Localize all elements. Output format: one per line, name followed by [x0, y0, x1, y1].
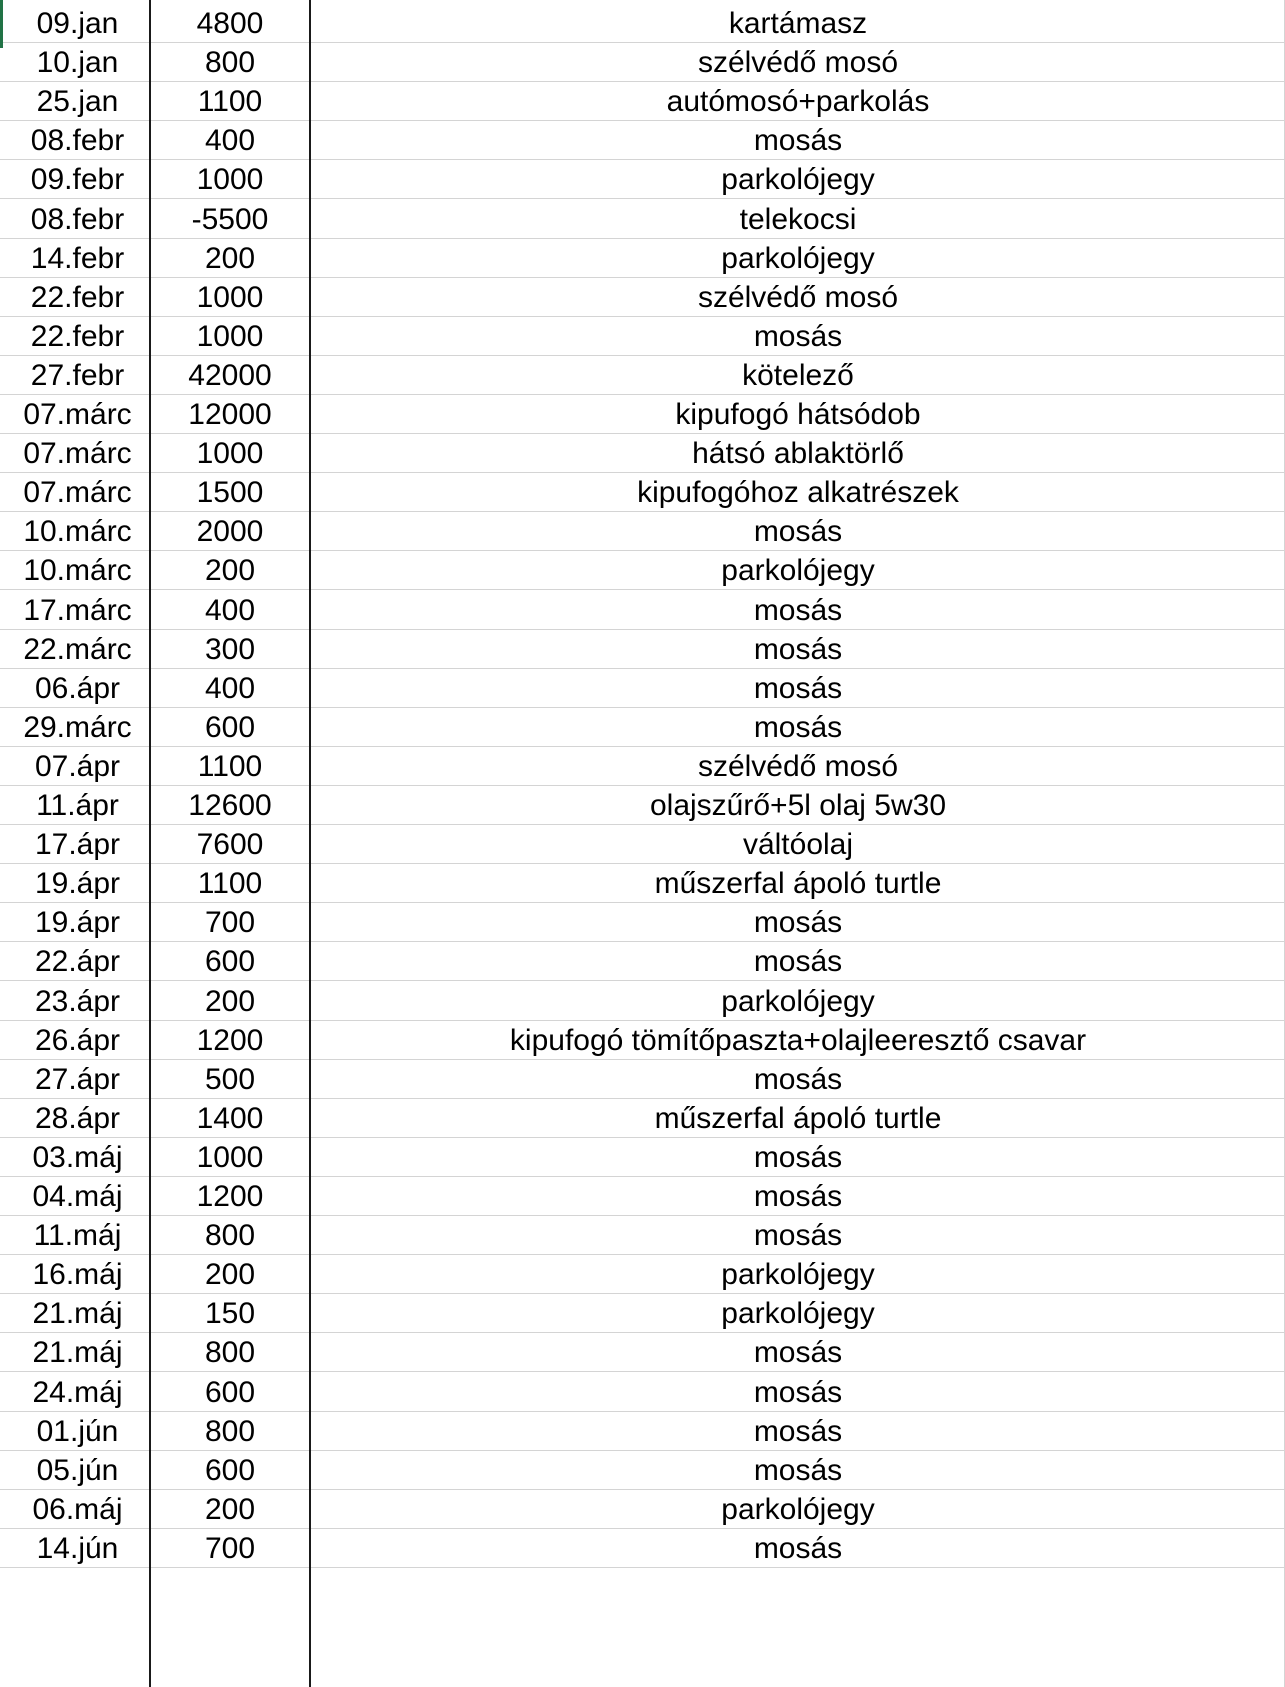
- cell-amount[interactable]: 800: [204, 1336, 256, 1370]
- cell-description[interactable]: parkolójegy: [721, 163, 875, 197]
- cell-amount[interactable]: 1100: [197, 85, 263, 119]
- cell-amount[interactable]: 1000: [196, 163, 264, 197]
- table-row: [0, 356, 1285, 395]
- table-row: [0, 747, 1285, 786]
- cell-amount[interactable]: 1000: [196, 437, 264, 471]
- table-row: [0, 1451, 1285, 1490]
- cell-date[interactable]: 27.ápr: [34, 1062, 121, 1096]
- table-row: [0, 1099, 1285, 1138]
- table-row: [0, 434, 1285, 473]
- table-row: [0, 786, 1285, 825]
- table-row: [0, 82, 1285, 121]
- cell-description[interactable]: mosás: [753, 1180, 843, 1213]
- cell-description[interactable]: autómosó+parkolás: [666, 85, 930, 119]
- table-row: [0, 591, 1285, 630]
- cell-description[interactable]: mosás: [753, 1219, 843, 1253]
- cell-description[interactable]: kartámasz: [728, 7, 868, 40]
- cell-date[interactable]: 21.máj: [32, 1336, 123, 1370]
- cell-date[interactable]: 03.máj: [32, 1140, 123, 1174]
- cell-date[interactable]: 23.ápr: [34, 984, 121, 1018]
- cell-description[interactable]: műszerfal ápoló turtle: [654, 867, 942, 901]
- table-row: [0, 1021, 1285, 1060]
- cell-amount[interactable]: 800: [204, 1219, 256, 1253]
- table-row: [0, 1060, 1285, 1099]
- cell-amount[interactable]: 12000: [188, 398, 272, 431]
- table-row: [0, 708, 1285, 747]
- cell-amount[interactable]: 600: [204, 1453, 256, 1487]
- cell-date[interactable]: 10.jan: [36, 46, 119, 80]
- table-row: [0, 278, 1285, 317]
- cell-date[interactable]: 05.jún: [36, 1453, 119, 1487]
- selection-indicator: [0, 0, 3, 48]
- cell-description[interactable]: műszerfal ápoló turtle: [654, 1101, 942, 1135]
- cell-amount[interactable]: 2000: [196, 515, 264, 549]
- cell-description[interactable]: mosás: [753, 1336, 843, 1370]
- table-row: [0, 395, 1285, 434]
- table-row: [0, 630, 1285, 669]
- cell-date[interactable]: 22.febr: [30, 319, 125, 353]
- cell-amount[interactable]: 1100: [197, 749, 263, 783]
- cell-amount[interactable]: 400: [204, 671, 256, 705]
- cell-date[interactable]: 22.márc: [23, 632, 132, 666]
- cell-date[interactable]: 26.ápr: [34, 1023, 121, 1057]
- cell-description[interactable]: szélvédő mosó: [697, 749, 899, 783]
- cell-description[interactable]: mosás: [753, 906, 843, 940]
- cell-amount[interactable]: 600: [204, 945, 256, 979]
- cell-date[interactable]: 04.máj: [32, 1180, 123, 1213]
- cell-description[interactable]: kipufogó tömítőpaszta+olajleeresztő csavar: [509, 1023, 1087, 1057]
- cell-amount[interactable]: -5500: [191, 202, 269, 236]
- table-row: [0, 942, 1285, 981]
- cell-date[interactable]: 08.febr: [30, 202, 125, 236]
- cell-date[interactable]: 07.márc: [23, 398, 132, 431]
- cell-date[interactable]: 16.máj: [32, 1258, 123, 1292]
- cell-date[interactable]: 09.febr: [30, 163, 125, 197]
- table-row: [0, 1294, 1285, 1333]
- cell-amount[interactable]: 200: [204, 984, 256, 1018]
- cell-description[interactable]: mosás: [753, 671, 843, 705]
- cell-amount[interactable]: 12600: [188, 789, 272, 822]
- cell-date[interactable]: 09.jan: [36, 7, 119, 40]
- cell-date[interactable]: 01.jún: [36, 1414, 119, 1448]
- table-row: [0, 1177, 1285, 1216]
- cell-description[interactable]: parkolójegy: [721, 984, 875, 1018]
- cell-amount[interactable]: 200: [204, 1258, 256, 1292]
- table-row: [0, 864, 1285, 903]
- cell-description[interactable]: parkolójegy: [721, 241, 875, 275]
- column-border-amount: [309, 0, 311, 1687]
- cell-description[interactable]: mosás: [753, 945, 843, 979]
- cell-description[interactable]: hátsó ablaktörlő: [692, 437, 904, 471]
- cell-date[interactable]: 10.márc: [23, 554, 132, 588]
- cell-date[interactable]: 22.ápr: [34, 945, 121, 979]
- cell-date[interactable]: 22.febr: [30, 280, 125, 314]
- cell-description[interactable]: mosás: [753, 1414, 843, 1448]
- cell-date[interactable]: 06.ápr: [34, 671, 121, 705]
- cell-amount[interactable]: 1000: [196, 280, 264, 314]
- table-row: [0, 1529, 1285, 1568]
- cell-amount[interactable]: 1200: [196, 1023, 264, 1057]
- cell-date[interactable]: 08.febr: [30, 124, 125, 158]
- table-row: [0, 669, 1285, 708]
- table-row: [0, 825, 1285, 864]
- table-row: [0, 121, 1285, 160]
- cell-date[interactable]: 28.ápr: [34, 1101, 121, 1135]
- table-row: [0, 4, 1285, 43]
- cell-description[interactable]: telekocsi: [739, 202, 857, 236]
- cell-amount[interactable]: 150: [204, 1297, 256, 1331]
- table-row: [0, 982, 1285, 1021]
- cell-date[interactable]: 17.ápr: [34, 828, 121, 862]
- cell-date[interactable]: 21.máj: [32, 1297, 123, 1331]
- table-row: [0, 317, 1285, 356]
- cell-amount[interactable]: 200: [204, 241, 256, 275]
- cell-amount[interactable]: 400: [204, 593, 256, 627]
- table-row: [0, 160, 1285, 199]
- cell-description[interactable]: mosás: [753, 593, 843, 627]
- cell-amount[interactable]: 800: [204, 1414, 256, 1448]
- table-row: [0, 1138, 1285, 1177]
- cell-amount[interactable]: 1500: [196, 476, 264, 510]
- cell-amount[interactable]: 800: [204, 46, 256, 80]
- cell-description[interactable]: mosás: [753, 515, 843, 549]
- table-row: [0, 551, 1285, 590]
- table-row: [0, 903, 1285, 942]
- cell-amount[interactable]: 600: [204, 1375, 256, 1409]
- cell-amount[interactable]: 200: [204, 554, 256, 588]
- cell-description[interactable]: parkolójegy: [721, 1492, 875, 1526]
- cell-description[interactable]: kötelező: [742, 358, 854, 392]
- cell-description[interactable]: mosás: [753, 632, 843, 666]
- cell-date[interactable]: 17.márc: [23, 593, 132, 627]
- cell-description[interactable]: mosás: [753, 319, 843, 353]
- table-row: [0, 1255, 1285, 1294]
- cell-amount[interactable]: 200: [204, 1492, 256, 1526]
- cell-amount[interactable]: 700: [204, 1531, 256, 1565]
- cell-description[interactable]: szélvédő mosó: [697, 46, 899, 80]
- cell-amount[interactable]: 300: [204, 632, 256, 666]
- cell-description[interactable]: olajszűrő+5l olaj 5w30: [649, 789, 946, 822]
- cell-date[interactable]: 14.jún: [36, 1531, 119, 1565]
- cell-amount[interactable]: 700: [204, 906, 256, 940]
- cell-description[interactable]: váltóolaj: [742, 828, 854, 862]
- cell-date[interactable]: 11.máj: [33, 1219, 122, 1253]
- cell-date[interactable]: 19.ápr: [34, 906, 121, 940]
- table-row: [0, 1490, 1285, 1529]
- table-row: [0, 1216, 1285, 1255]
- cell-date[interactable]: 11.ápr: [36, 789, 119, 822]
- cell-date[interactable]: 07.márc: [23, 437, 132, 471]
- cell-amount[interactable]: 400: [204, 124, 256, 158]
- table-row: [0, 239, 1285, 278]
- cell-description[interactable]: parkolójegy: [721, 554, 875, 588]
- table-row: [0, 200, 1285, 239]
- cell-date[interactable]: 19.ápr: [34, 867, 121, 901]
- table-row: [0, 1333, 1285, 1372]
- cell-date[interactable]: 24.máj: [32, 1375, 123, 1409]
- table-row: [0, 1412, 1285, 1451]
- cell-description[interactable]: parkolójegy: [721, 1258, 875, 1292]
- table-row: [0, 473, 1285, 512]
- cell-description[interactable]: mosás: [753, 1062, 843, 1096]
- cell-description[interactable]: mosás: [753, 1453, 843, 1487]
- cell-date[interactable]: 29.márc: [23, 710, 132, 744]
- cell-date[interactable]: 27.febr: [30, 358, 125, 392]
- cell-description[interactable]: mosás: [753, 1531, 843, 1565]
- cell-description[interactable]: szélvédő mosó: [697, 280, 899, 314]
- cell-description[interactable]: mosás: [753, 1140, 843, 1174]
- cell-description[interactable]: mosás: [753, 124, 843, 158]
- cell-description[interactable]: parkolójegy: [721, 1297, 875, 1331]
- cell-date[interactable]: 25.jan: [36, 85, 119, 119]
- cell-amount[interactable]: 1200: [196, 1180, 264, 1213]
- column-border-date: [149, 0, 151, 1687]
- cell-amount[interactable]: 4800: [196, 7, 264, 40]
- cell-date[interactable]: 07.ápr: [34, 749, 121, 783]
- cell-amount[interactable]: 1000: [196, 319, 264, 353]
- table-row: [0, 512, 1285, 551]
- table-row: [0, 43, 1285, 82]
- cell-date[interactable]: 06.máj: [32, 1492, 123, 1526]
- cell-date[interactable]: 10.márc: [23, 515, 132, 549]
- cell-description[interactable]: kipufogó hátsódob: [675, 398, 921, 431]
- cell-amount[interactable]: 42000: [188, 358, 272, 392]
- cell-description[interactable]: mosás: [753, 710, 843, 744]
- table-row: [0, 1373, 1285, 1412]
- cell-amount[interactable]: 600: [204, 710, 256, 744]
- cell-amount[interactable]: 1000: [196, 1140, 264, 1174]
- cell-description[interactable]: mosás: [753, 1375, 843, 1409]
- cell-date[interactable]: 07.márc: [23, 476, 132, 510]
- cell-amount[interactable]: 500: [204, 1062, 256, 1096]
- cell-amount[interactable]: 1100: [197, 867, 263, 901]
- cell-amount[interactable]: 1400: [196, 1101, 264, 1135]
- cell-description[interactable]: kipufogóhoz alkatrészek: [637, 476, 959, 510]
- cell-amount[interactable]: 7600: [196, 828, 264, 862]
- cell-date[interactable]: 14.febr: [30, 241, 125, 275]
